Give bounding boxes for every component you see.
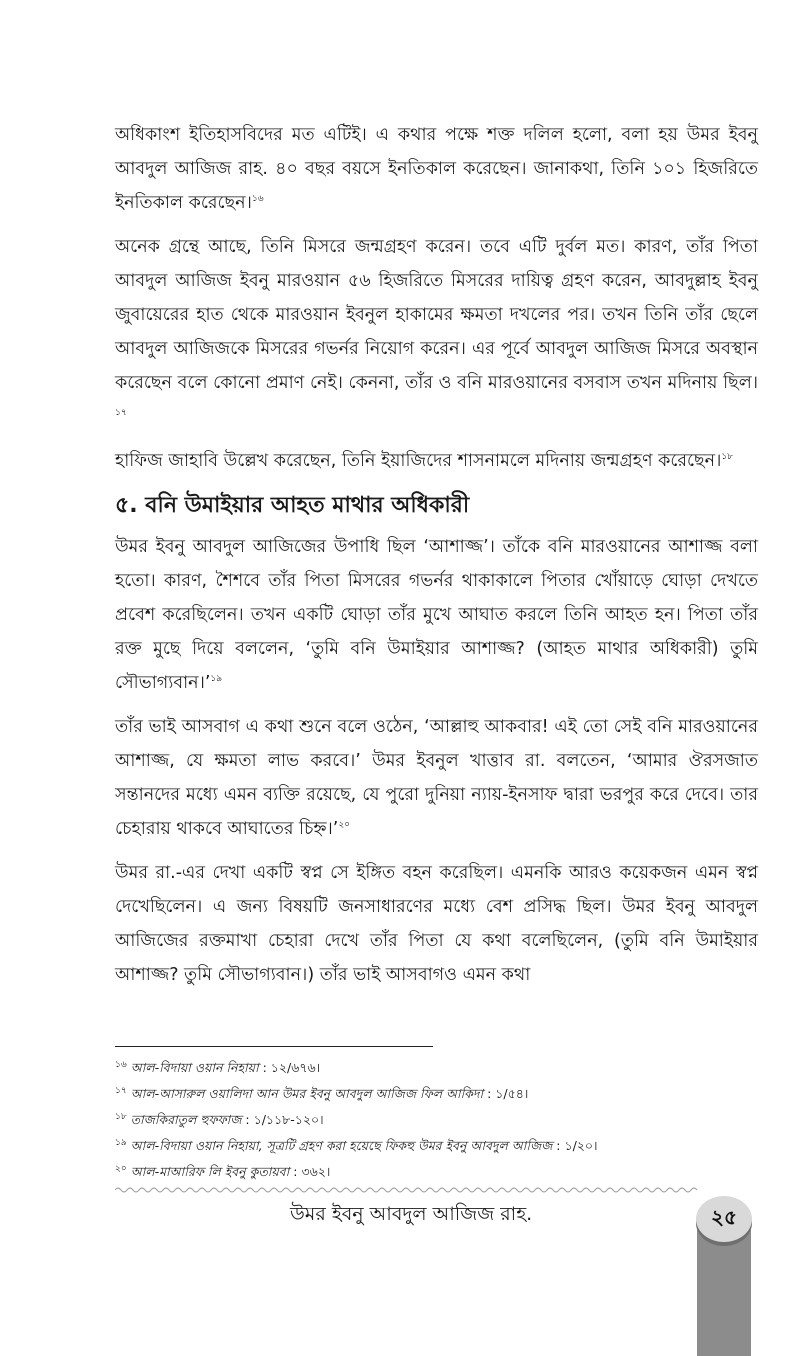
wavy-divider	[115, 1186, 700, 1194]
footnote-marker: ১৮	[721, 452, 734, 463]
footnote: $^{১৯}$ আল-বিদায়া ওয়ান নিহায়া, সূত্রটি গ্রহণ করা হয়েছে ফিকহু উমর ইবনু আবদুল আজিজ : ১/২০।	[115, 1137, 598, 1153]
running-head: উমর ইবনু আবদুল আজিজ রাহ.	[290, 1203, 533, 1225]
footnote-marker: ১৯	[210, 674, 223, 685]
footnote-marker: ২০	[338, 820, 351, 831]
footnotes	[115, 1055, 758, 1185]
paragraph: অধিকাংশ ইতিহাসবিদের মত এটিই। এ কথার পক্ষে শক্ত দলিল হলো, বলা হয় উমর ইবনু আবদুল আজিজ রাহ. ৪০ বছর বয়সে ইনতিকাল করেছেন। জানাকথা, তিনি ১০১ হিজরিতে ইনতিকাল করেছেন।$^{১৬}$	[115, 125, 758, 213]
footnote: $^{১৭}$ আল-আসারুল ওয়ালিদা আন উমর ইবনু আবদুল আজিজ ফিল আকিদা : ১/৫৪।	[115, 1085, 529, 1101]
footnote-divider	[115, 1046, 433, 1047]
paragraph: হাফিজ জাহাবি উল্লেখ করেছেন, তিনি ইয়াজিদের শাসনামলে মদিনায় জন্মগ্রহণ করেছেন।$^{১৮}$	[115, 451, 734, 471]
footnote: $^{২০}$ আল-মাআরিফ লি ইবনু কুতায়বা : ৩৬২।	[115, 1163, 331, 1179]
paragraph: অনেক গ্রন্থে আছে, তিনি মিসরে জন্মগ্রহণ করেন। তবে এটি দুর্বল মত। কারণ, তাঁর পিতা আবদুল আজিজ ইবনু মারওয়ান ৫৬ হিজরিতে মিসরের দায়িত্ব গ্রহণ করেন, আবদুল্লাহ ইবনু জুবায়েরের হাত থেকে মারওয়ান ইবনুল হাকামের ক্ষমতা দখলের পর। তখন তিনি তাঁর ছেলে আবদুল আজিজকে মিসরের গভর্নর নিয়োগ করেন। এর পূর্বে আবদুল আজিজ মিসরে অবস্থান করেছেন বলে কোনো প্রমাণ নেই। কেননা, তাঁর ও বনি মারওয়ানের বসবাস তখন মদিনায় ছিল।$^{১৭}$	[115, 237, 758, 419]
footnote-marker: ১৭	[115, 408, 127, 419]
page-number: ২৫	[696, 1196, 752, 1242]
page-tab	[697, 1222, 751, 1356]
body-text	[115, 118, 758, 1002]
footnote-marker: ১৬	[251, 194, 264, 205]
footnote: $^{১৮}$ তাজকিরাতুল হুফফাজ : ১/১১৮-১২০।	[115, 1111, 324, 1127]
footnote: $^{১৬}$ আল-বিদায়া ওয়ান নিহায়া : ১২/৬৭৬।	[115, 1059, 321, 1075]
section-heading: ৫. বনি উমাইয়ার আহত মাথার অধিকারী	[115, 493, 470, 518]
paragraph: উমর ইবনু আবদুল আজিজের উপাধি ছিল ‘আশাজ্জ’। তাঁকে বনি মারওয়ানের আশাজ্জ বলা হতো। কারণ, শৈশবে তাঁর পিতা মিসরের গভর্নর থাকাকালে পিতার খোঁয়াড়ে ঘোড়া দেখতে প্রবেশ করেছিলেন। তখন একটি ঘোড়া তাঁর মুখে আঘাত করলে তিনি আহত হন। পিতা তাঁর রক্ত মুছে দিয়ে বললেন, ‘তুমি বনি উমাইয়ার আশাজ্জ? (আহত মাথার অধিকারী) তুমি সৌভাগ্যবান।’$^{১৯}$	[115, 537, 758, 693]
paragraph: তাঁর ভাই আসবাগ এ কথা শুনে বলে ওঠেন, ‘আল্লাহু আকবার! এই তো সেই বনি মারওয়ানের আশাজ্জ, যে ক্ষমতা লাভ করবে।’ উমর ইবনুল খাত্তাব রা. বলতেন, ‘আমার ঔরসজাত সন্তানদের মধ্যে এমন ব্যক্তি রয়েছে, যে পুরো দুনিয়া ন্যায়-ইনসাফ দ্বারা ভরপুর করে দেবে। তার চেহারায় থাকবে আঘাতের চিহ্ন।’$^{২০}$	[115, 717, 758, 839]
paragraph: উমর রা.-এর দেখা একটি স্বপ্ন সে ইঙ্গিত বহন করেছিল। এমনকি আরও কয়েকজন এমন স্বপ্ন দেখেছিলেন। এ জন্য বিষয়টি জনসাধারণের মধ্যে বেশ প্রসিদ্ধ ছিল। উমর ইবনু আবদুল আজিজের রক্তমাখা চেহারা দেখে তাঁর পিতা যে কথা বলেছিলেন, (তুমি বনি উমাইয়ার আশাজ্জ? তুমি সৌভাগ্যবান।) তাঁর ভাই আসবাগও এমন কথা	[115, 863, 758, 985]
